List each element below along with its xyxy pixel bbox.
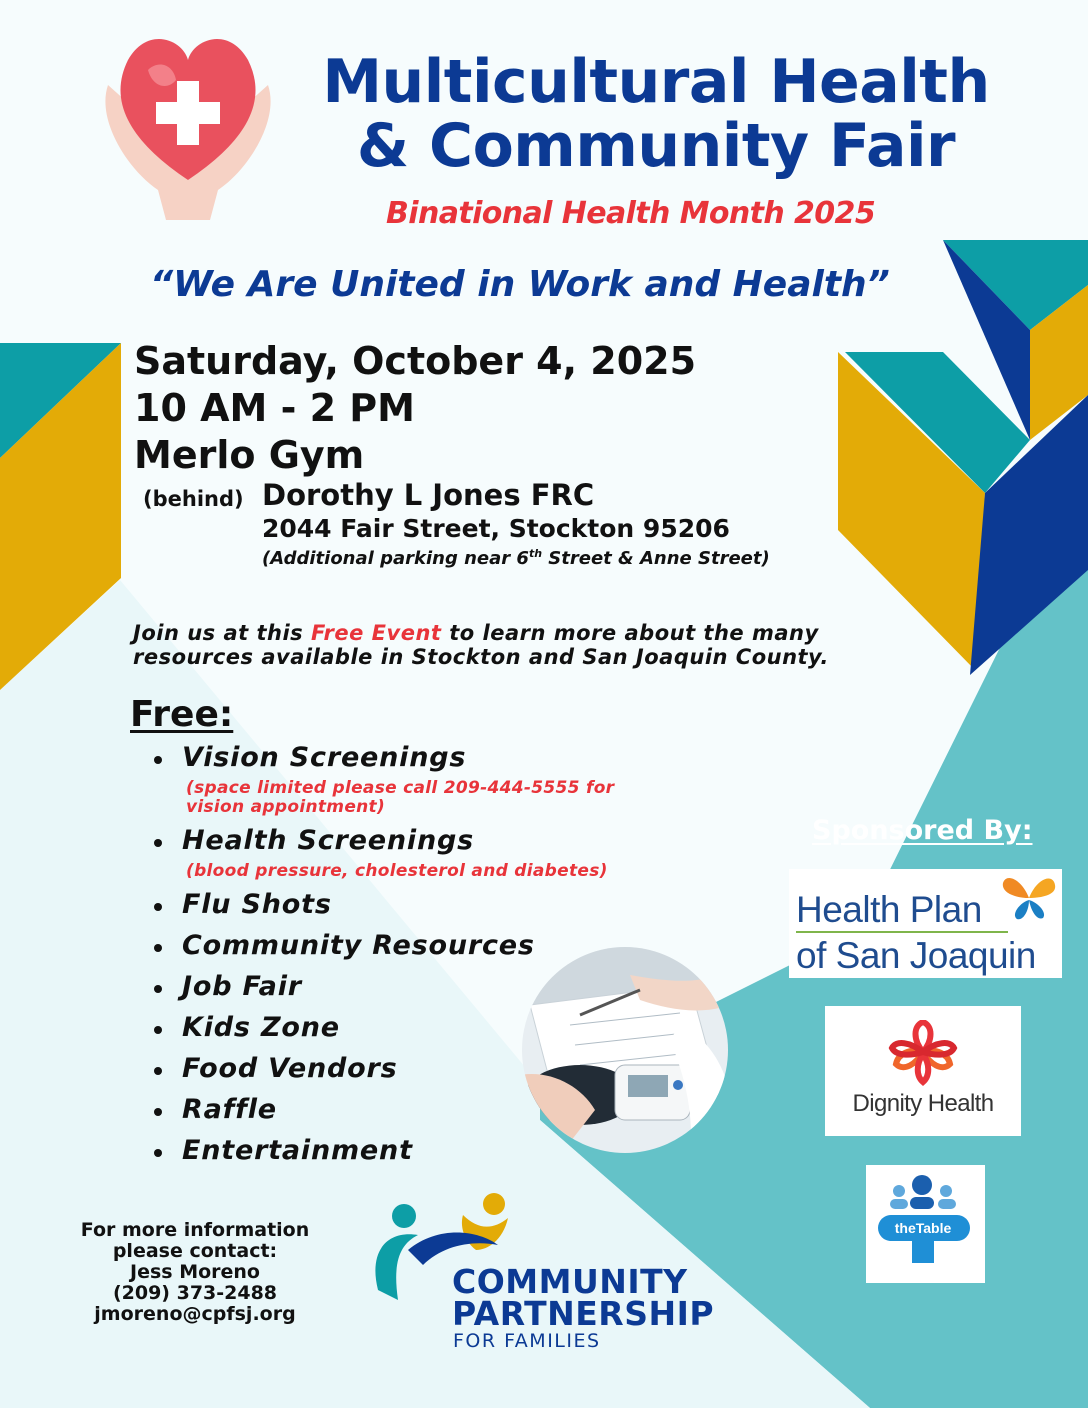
heart-hands-icon <box>88 30 288 220</box>
parking-prefix: (Additional parking near 6 <box>262 548 529 569</box>
bullet-icon <box>154 1026 162 1034</box>
behind-place: Dorothy L Jones FRC <box>262 478 595 512</box>
list-item <box>152 889 712 920</box>
contact-email[interactable]: jmoreno@cpfsj.org <box>94 1303 296 1325</box>
bullet-icon <box>154 944 162 952</box>
event-date: Saturday, October 4, 2025 <box>134 339 697 383</box>
contact-line2: please contact: <box>112 1240 278 1262</box>
bullet-icon <box>154 756 162 764</box>
contact-name: Jess Moreno <box>130 1261 260 1283</box>
list-item <box>152 825 712 881</box>
list-item-label: Food Vendors <box>182 1053 398 1084</box>
table-label: theTable <box>894 1220 952 1236</box>
parking-sup: th <box>528 547 543 560</box>
contact-line1: For more information <box>80 1219 310 1241</box>
list-item-label: Vision Screenings <box>182 742 467 773</box>
title-line2: & Community Fair <box>356 111 956 181</box>
organizer-line1: COMMUNITY <box>452 1262 688 1301</box>
health-plan-line1: Health Plan <box>796 889 982 930</box>
event-venue: Merlo Gym <box>134 433 365 477</box>
list-item-note: (space limited please call 209-444-5555 for vision appointment) <box>186 778 615 817</box>
contact-phone[interactable]: (209) 373-2488 <box>112 1282 278 1304</box>
divider <box>796 931 1008 933</box>
intro-highlight: Free Event <box>310 621 442 645</box>
parking-suffix: Street & Anne Street) <box>542 548 770 569</box>
list-item-note: (blood pressure, cholesterol and diabetes) <box>186 861 608 881</box>
medical-photo <box>520 945 730 1155</box>
intro-text <box>133 621 933 669</box>
bullet-icon <box>154 985 162 993</box>
organizer-logo <box>368 1190 748 1360</box>
list-item-label: Community Resources <box>182 930 535 961</box>
butterfly-icon <box>1001 873 1057 923</box>
sponsor-health-plan[interactable] <box>789 869 1062 978</box>
list-item-label: Flu Shots <box>182 889 332 920</box>
event-details <box>134 338 696 479</box>
contact-info <box>70 1220 320 1325</box>
bullet-icon <box>154 839 162 847</box>
bullet-icon <box>154 903 162 911</box>
health-plan-line2: of San Joaquin <box>796 935 1036 976</box>
list-item-label: Raffle <box>182 1094 277 1125</box>
list-item <box>152 742 712 817</box>
list-item-label: Kids Zone <box>182 1012 340 1043</box>
people-icon <box>866 1165 985 1283</box>
organizer-line3: FOR FAMILIES <box>453 1330 601 1352</box>
bullet-icon <box>154 1149 162 1157</box>
parking-note <box>262 547 770 569</box>
page-title <box>296 47 1016 181</box>
subtitle: Binational Health Month 2025 <box>386 196 876 231</box>
list-item-label: Job Fair <box>182 971 302 1002</box>
organizer-line2: PARTNERSHIP <box>452 1294 715 1333</box>
title-line1: Multicultural Health <box>322 47 990 117</box>
free-heading: Free: <box>130 694 234 735</box>
behind-label: (behind) <box>143 487 244 511</box>
intro-after: to learn more about the many resources available in Stockton and San Joaquin County. <box>133 621 829 669</box>
tagline: “We Are United in Work and Health” <box>150 264 890 305</box>
bullet-icon <box>154 1108 162 1116</box>
dignity-flower-icon <box>888 1020 958 1086</box>
sponsor-the-table[interactable] <box>866 1165 985 1283</box>
sponsor-dignity-health[interactable] <box>825 1006 1021 1136</box>
list-item-label: Entertainment <box>182 1135 413 1166</box>
intro-before: Join us at this <box>133 621 311 645</box>
event-address: 2044 Fair Street, Stockton 95206 <box>262 514 730 543</box>
bullet-icon <box>154 1067 162 1075</box>
list-item-label: Health Screenings <box>182 825 474 856</box>
dignity-label: Dignity Health <box>852 1090 994 1117</box>
sponsored-heading: Sponsored By: <box>812 815 1033 846</box>
event-time: 10 AM - 2 PM <box>134 386 415 430</box>
